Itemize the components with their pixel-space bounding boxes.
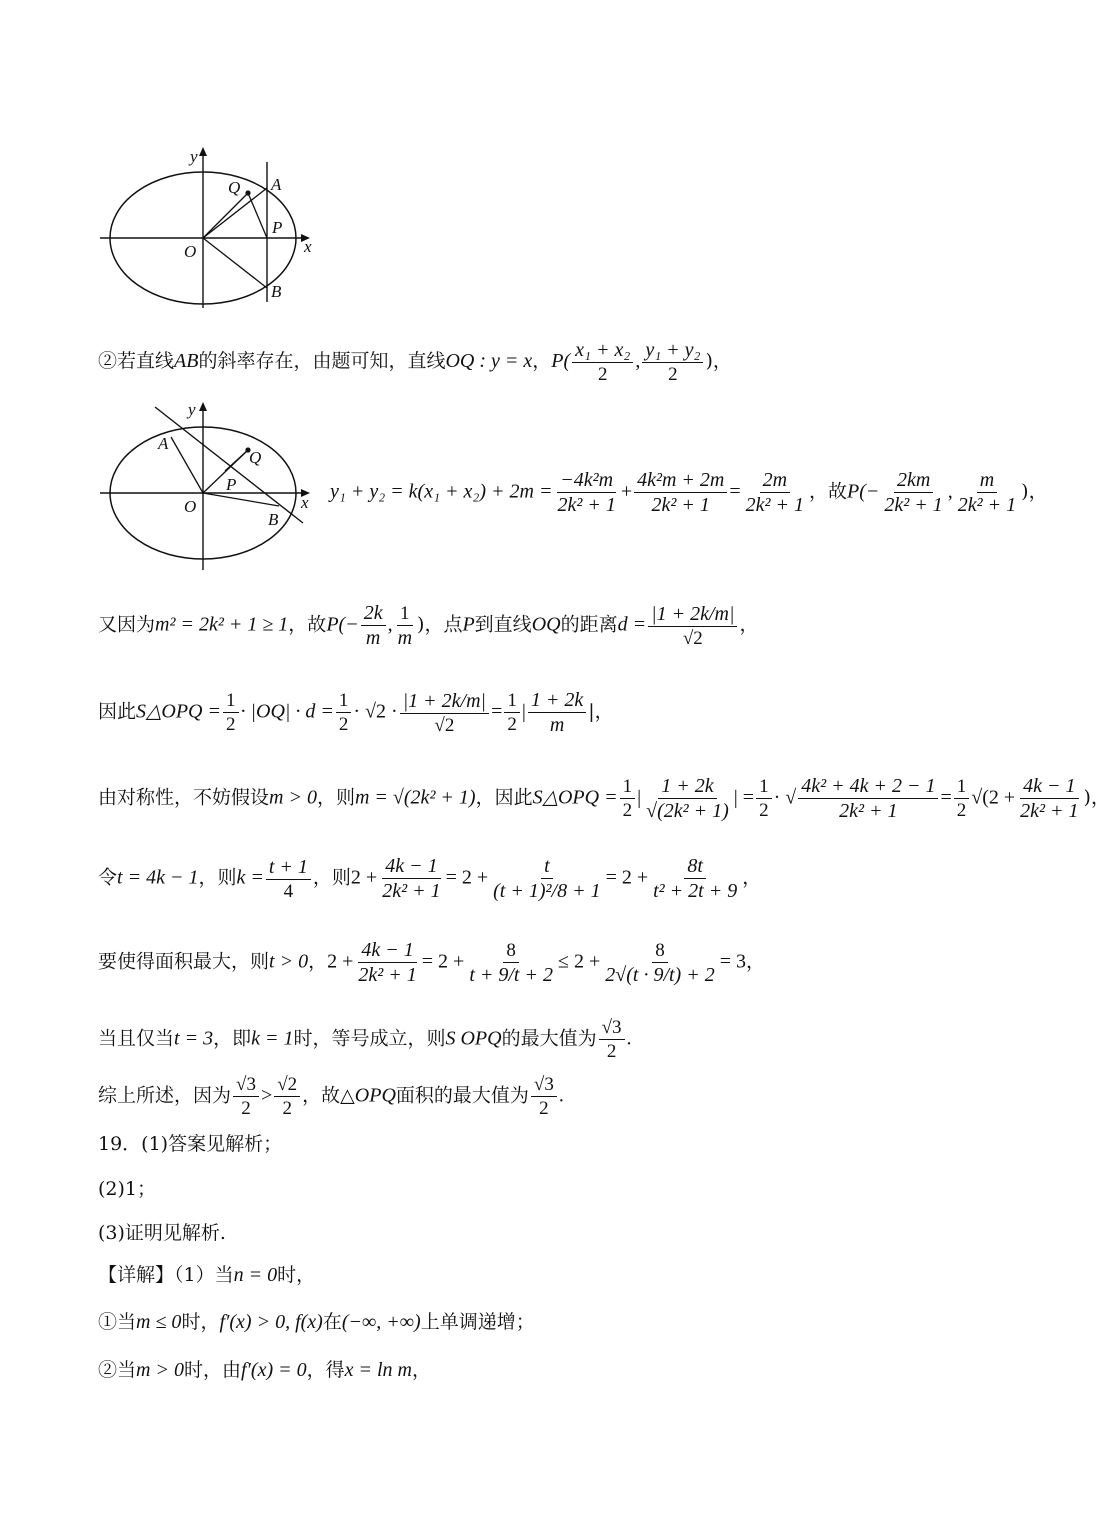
ellipse-figure-1: [95, 140, 325, 310]
fraction: $\frac{\text{4k²m + 2m}}{\text{2k² + 1}}$: [634, 470, 727, 515]
fraction: $\frac{2k}{m}$: [361, 603, 386, 648]
fraction: $\frac{\text{−4k²m}}{\text{2k² + 1}}$: [557, 469, 616, 516]
label-p: P: [272, 218, 283, 237]
detail-line-1: 【详解】（1）当n = 0时，: [98, 1264, 316, 1286]
answer-line-19-2: (2)1；: [98, 1178, 157, 1200]
answer-line-19-1: 19．(1)答案见解析；: [98, 1133, 283, 1155]
fraction: $\frac{1}{2}$: [223, 691, 239, 734]
answer-line-19-3: (3)证明见解析.: [98, 1222, 226, 1244]
fraction: $\frac{m}{\text{2k² + 1}}$: [957, 469, 1017, 516]
label-q: Q: [249, 448, 262, 467]
fraction: $\frac{1}{2}$: [620, 777, 636, 820]
segment-qp: [225, 450, 248, 471]
label-p: P: [226, 475, 237, 494]
fraction: $\frac{1}{2}$: [756, 777, 772, 820]
text-line-7: 要使得面积最大，则t > 0，2 + $\frac{4k - 1}{\text{2k² + 1}}$ = 2 + $\frac{8}{t + 9/t + 2}$ ≤ 2 + $\frac{8}{2√(t \cdot 9/t) + 2}$ = 3，: [98, 939, 766, 986]
text-line-8: 当且仅当t = 3，即k = 1时，等号成立，则S OPQ的最大值为 $\frac{√3}{2}$ .: [98, 1017, 632, 1062]
fraction: $\frac{√3}{2}$: [531, 1075, 557, 1118]
text-line-6: 令t = 4k − 1，则k = $\frac{t + 1}{4}$ ，则2 + $\frac{4k - 1}{\text{2k² + 1}}$ = 2 + $\frac{t}{\text{(t + 1)²/8 + 1}}$ = 2 + $\frac{8t}{\text{t² + 2t + 9}}$ ，: [98, 855, 762, 902]
label-x: x: [304, 237, 312, 256]
label-a: A: [271, 175, 282, 194]
y-arrow: [199, 402, 207, 411]
fraction: $\frac{8t}{\text{t² + 2t + 9}}$: [653, 855, 738, 902]
fraction: $\frac{8}{2√(t \cdot 9/t) + 2}$: [605, 939, 715, 986]
fraction: $\frac{1 + 2k}{\text{√(2k² + 1)}}$: [646, 775, 729, 822]
fraction: $\frac{\text{4k² + 4k + 2 − 1}}{\text{2k² + 1}}$: [798, 776, 938, 821]
text-line-2: y₁ + y₂ = k(x₁ + x₂) + 2m = $\frac{\text{−4k²m}}{\text{2k² + 1}}$ + $\frac{\text{4k²m + 2m}}{\text{2k² + 1}}$ = $\frac{2m}{\text{2k² + 1}}$ ，故P(− $\frac{2km}{\text{2k² + 1}}$ , $\frac{m}{\text{2k² + 1}}$ )，: [330, 469, 1048, 516]
text-line-1: ②若直线AB的斜率存在，由题可知，直线OQ : y = x，P( $\frac{\text{x₁ + x₂}}{2}$ , $\frac{\text{y₁ + y₂}}{2}$ )，: [98, 339, 732, 385]
text-line-9: 综上所述，因为 $\frac{√3}{2}$ > $\frac{√2}{2}$ ，故△OPQ面积的最大值为 $\frac{√3}{2}$ .: [98, 1074, 564, 1119]
label-q: Q: [228, 178, 241, 197]
label-y: y: [190, 147, 198, 166]
line-ab: [155, 407, 303, 523]
label-x: x: [301, 493, 309, 512]
label-b: B: [271, 282, 282, 301]
fraction: $\frac{4k - 1}{\text{2k² + 1}}$: [358, 939, 417, 986]
point-q: [245, 190, 250, 195]
text-line-5: 由对称性，不妨假设m > 0，则m = √(2k² + 1)，因此S△OPQ = $\frac{1}{2}$ | $\frac{1 + 2k}{\text{√(2k² + 1)}}$ | = $\frac{1}{2}$ · √ $\frac{\text{4k² + 4k + 2 − 1}}{\text{2k² + 1}}$ = $\frac{1}{2}$ √(2 + $\frac{4k - 1}{\text{2k² + 1}}$ )，: [98, 775, 1110, 822]
fraction: $\frac{1}{2}$: [954, 777, 970, 820]
fraction: $\frac{√3}{2}$: [599, 1018, 625, 1061]
ellipse-figure-2: [95, 395, 325, 575]
segment-qp: [248, 193, 267, 238]
fraction: $\frac{8}{t + 9/t + 2}$: [469, 939, 553, 986]
fraction: $\frac{1}{2}$: [336, 691, 352, 734]
y-arrow: [199, 147, 207, 156]
fraction: $\frac{\text{x₁ + x₂}}{2}$: [572, 340, 633, 384]
fraction: $\frac{2m}{\text{2k² + 1}}$: [745, 469, 805, 516]
label-o: O: [184, 242, 197, 261]
segment-oq: [203, 193, 248, 238]
fraction: $\frac{t + 1}{4}$: [266, 857, 311, 901]
fraction: $\frac{√2}{2}$: [274, 1075, 300, 1118]
text-line-4: 因此S△OPQ = $\frac{1}{2}$ · |OQ| · d = $\frac{1}{2}$ · √2 · $\frac{|1 + 2k/m|}{√2}$ = $\frac{1}{2}$ | $\frac{1 + 2k}{m}$ |，: [98, 689, 614, 736]
fraction: $\frac{√3}{2}$: [233, 1075, 259, 1118]
text-line-3: 又因为m² = 2k² + 1 ≥ 1，故P(− $\frac{2k}{m}$ , $\frac{1}{m}$ )，点P到直线OQ的距离d = $\frac{|1 + 2k/m|}{√2}$ ，: [98, 602, 759, 649]
fraction: $\frac{4k - 1}{\text{2k² + 1}}$: [1020, 775, 1079, 822]
fraction: $\frac{|1 + 2k/m|}{√2}$: [648, 604, 737, 648]
fraction: $\frac{t}{\text{(t + 1)²/8 + 1}}$: [493, 855, 601, 902]
label-b: B: [268, 510, 279, 529]
fraction: $\frac{|1 + 2k/m|}{√2}$: [400, 691, 489, 735]
fraction: $\frac{4k - 1}{\text{2k² + 1}}$: [382, 855, 441, 902]
label-y: y: [188, 400, 196, 419]
segment-oa: [171, 437, 203, 493]
fraction: $\frac{\text{y₁ + y₂}}{2}$: [642, 340, 703, 384]
fraction: $\frac{1}{m}$: [397, 602, 413, 649]
segment-ob: [203, 238, 267, 288]
fraction: $\frac{1 + 2k}{m}$: [528, 690, 586, 735]
detail-line-3: ②当m > 0时，由f′(x) = 0，得x = ln m，: [98, 1359, 432, 1381]
label-a: A: [158, 434, 169, 453]
fraction: $\frac{2km}{\text{2k² + 1}}$: [884, 469, 943, 516]
detail-line-2: ①当m ≤ 0时，f′(x) > 0, f(x)在(−∞, +∞)上单调递增；: [98, 1311, 535, 1333]
label-o: O: [184, 497, 197, 516]
fraction: $\frac{1}{2}$: [504, 691, 520, 734]
